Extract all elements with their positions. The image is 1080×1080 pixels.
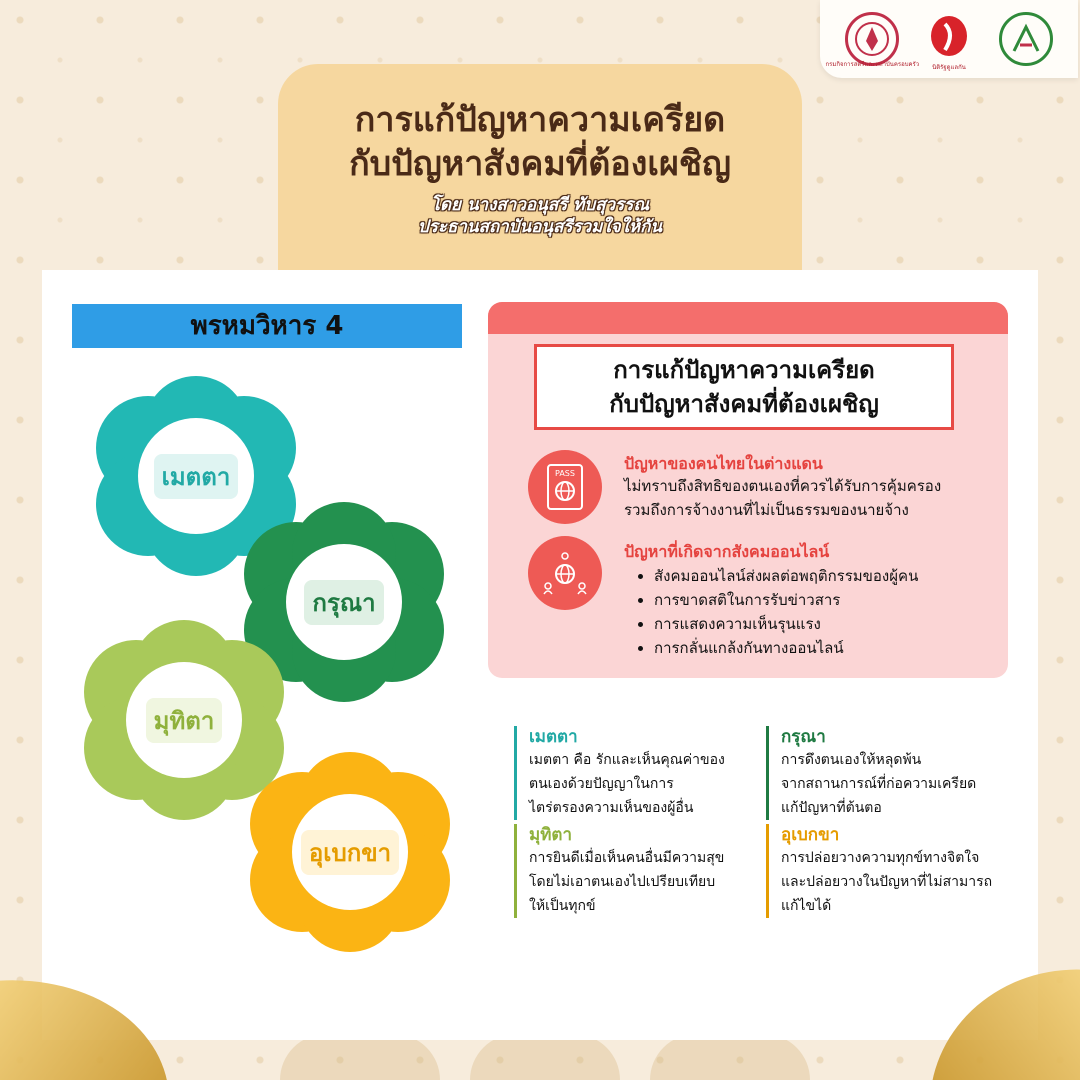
online-network-icon: [528, 536, 602, 610]
flower-upekkha: [250, 752, 450, 952]
issue-abroad-title: ปัญหาของคนไทยในต่างแดน: [624, 454, 823, 473]
definition-title: มุทิตา: [529, 825, 572, 845]
department-seal-logo: [825, 12, 920, 68]
issue-online-title: ปัญหาที่เกิดจากสังคมออนไลน์: [624, 542, 830, 561]
list-item: • การแสดงความเห็นรุนแรง: [654, 612, 918, 636]
definition-upekkha: [766, 824, 1016, 918]
organization-caption: นิติรัฐดูแลกัน: [932, 64, 966, 71]
issue-abroad-line-1: ไม่ทราบถึงสิทธิของตนเองที่ควรได้รับการคุ้มครอง: [624, 477, 942, 495]
panel-title-line-2: กับปัญหาสังคมที่ต้องเผชิญ: [609, 390, 879, 418]
lotus-decoration-center: [470, 1034, 620, 1080]
definition-text: การปล่อยวางความทุกข์ทางจิตใจ และปล่อยวางในปัญหาที่ไม่สามารถ แก้ไขได้: [781, 850, 993, 914]
flower-label-karuna: กรุณา: [304, 580, 383, 625]
organization-logo: [922, 12, 976, 71]
list-item: • การขาดสติในการรับข่าวสาร: [654, 588, 918, 612]
panel-title-box: [534, 344, 954, 430]
flower-label-mudita: มุทิตา: [146, 698, 223, 743]
definition-text: เมตตา คือ รักและเห็นคุณค่าของ ตนเองด้วยปัญญาในการ ไตร่ตรองความเห็นของผู้อื่น: [529, 752, 725, 816]
department-caption: กรมกิจการสตรีและสถาบันครอบครัว: [825, 61, 920, 68]
byline-position: ประธานสถาบันอนุสรีรวมใจให้กัน: [417, 217, 663, 237]
definition-mudita: [514, 824, 754, 918]
list-item: • การกลั่นแกล้งกันทางออนไลน์: [654, 636, 918, 660]
definition-text: การยินดีเมื่อเห็นคนอื่นมีความสุข โดยไม่เอาตนเองไปเปรียบเทียบ ให้เป็นทุกข์: [529, 850, 725, 914]
institute-logo: [999, 12, 1053, 66]
main-title-line-2: กับปัญหาสังคมที่ต้องเผชิญ: [349, 144, 731, 184]
flower-label-metta: เมตตา: [154, 454, 239, 499]
svg-text:PASS: PASS: [555, 469, 575, 478]
stress-issues-panel: [488, 302, 1008, 678]
flower-label-upekkha: อุเบกขา: [301, 830, 399, 875]
byline-speaker: โดย นางสาวอนุสรี ทับสุวรรณ: [430, 195, 650, 215]
panel-title-line-1: การแก้ปัญหาความเครียด: [613, 356, 875, 384]
brahmavihara-heading: พรหมวิหาร 4: [72, 304, 462, 348]
definition-title: อุเบกขา: [781, 825, 840, 845]
definition-metta: [514, 726, 754, 820]
main-title-line-1: การแก้ปัญหาความเครียด: [354, 100, 726, 140]
lotus-decoration-left: [280, 1034, 440, 1080]
definition-title: เมตตา: [529, 727, 578, 747]
list-item: • สังคมออนไลน์ส่งผลต่อพฤติกรรมของผู้คน: [654, 564, 918, 588]
definition-karuna: [766, 726, 1016, 820]
title-plate: [278, 64, 802, 304]
passport-icon: [528, 450, 602, 524]
definition-text: การดึงตนเองให้หลุดพ้น จากสถานการณ์ที่ก่อความเครียด แก้ปัญหาที่ต้นตอ: [781, 752, 977, 816]
issue-online-list: [634, 564, 918, 660]
definition-title: กรุณา: [781, 727, 826, 747]
panel-top-bar: [488, 302, 1008, 334]
logo-bar: [820, 0, 1078, 78]
issue-abroad-line-2: รวมถึงการจ้างงานที่ไม่เป็นธรรมของนายจ้าง: [624, 501, 909, 519]
lotus-decoration-right: [650, 1034, 810, 1080]
